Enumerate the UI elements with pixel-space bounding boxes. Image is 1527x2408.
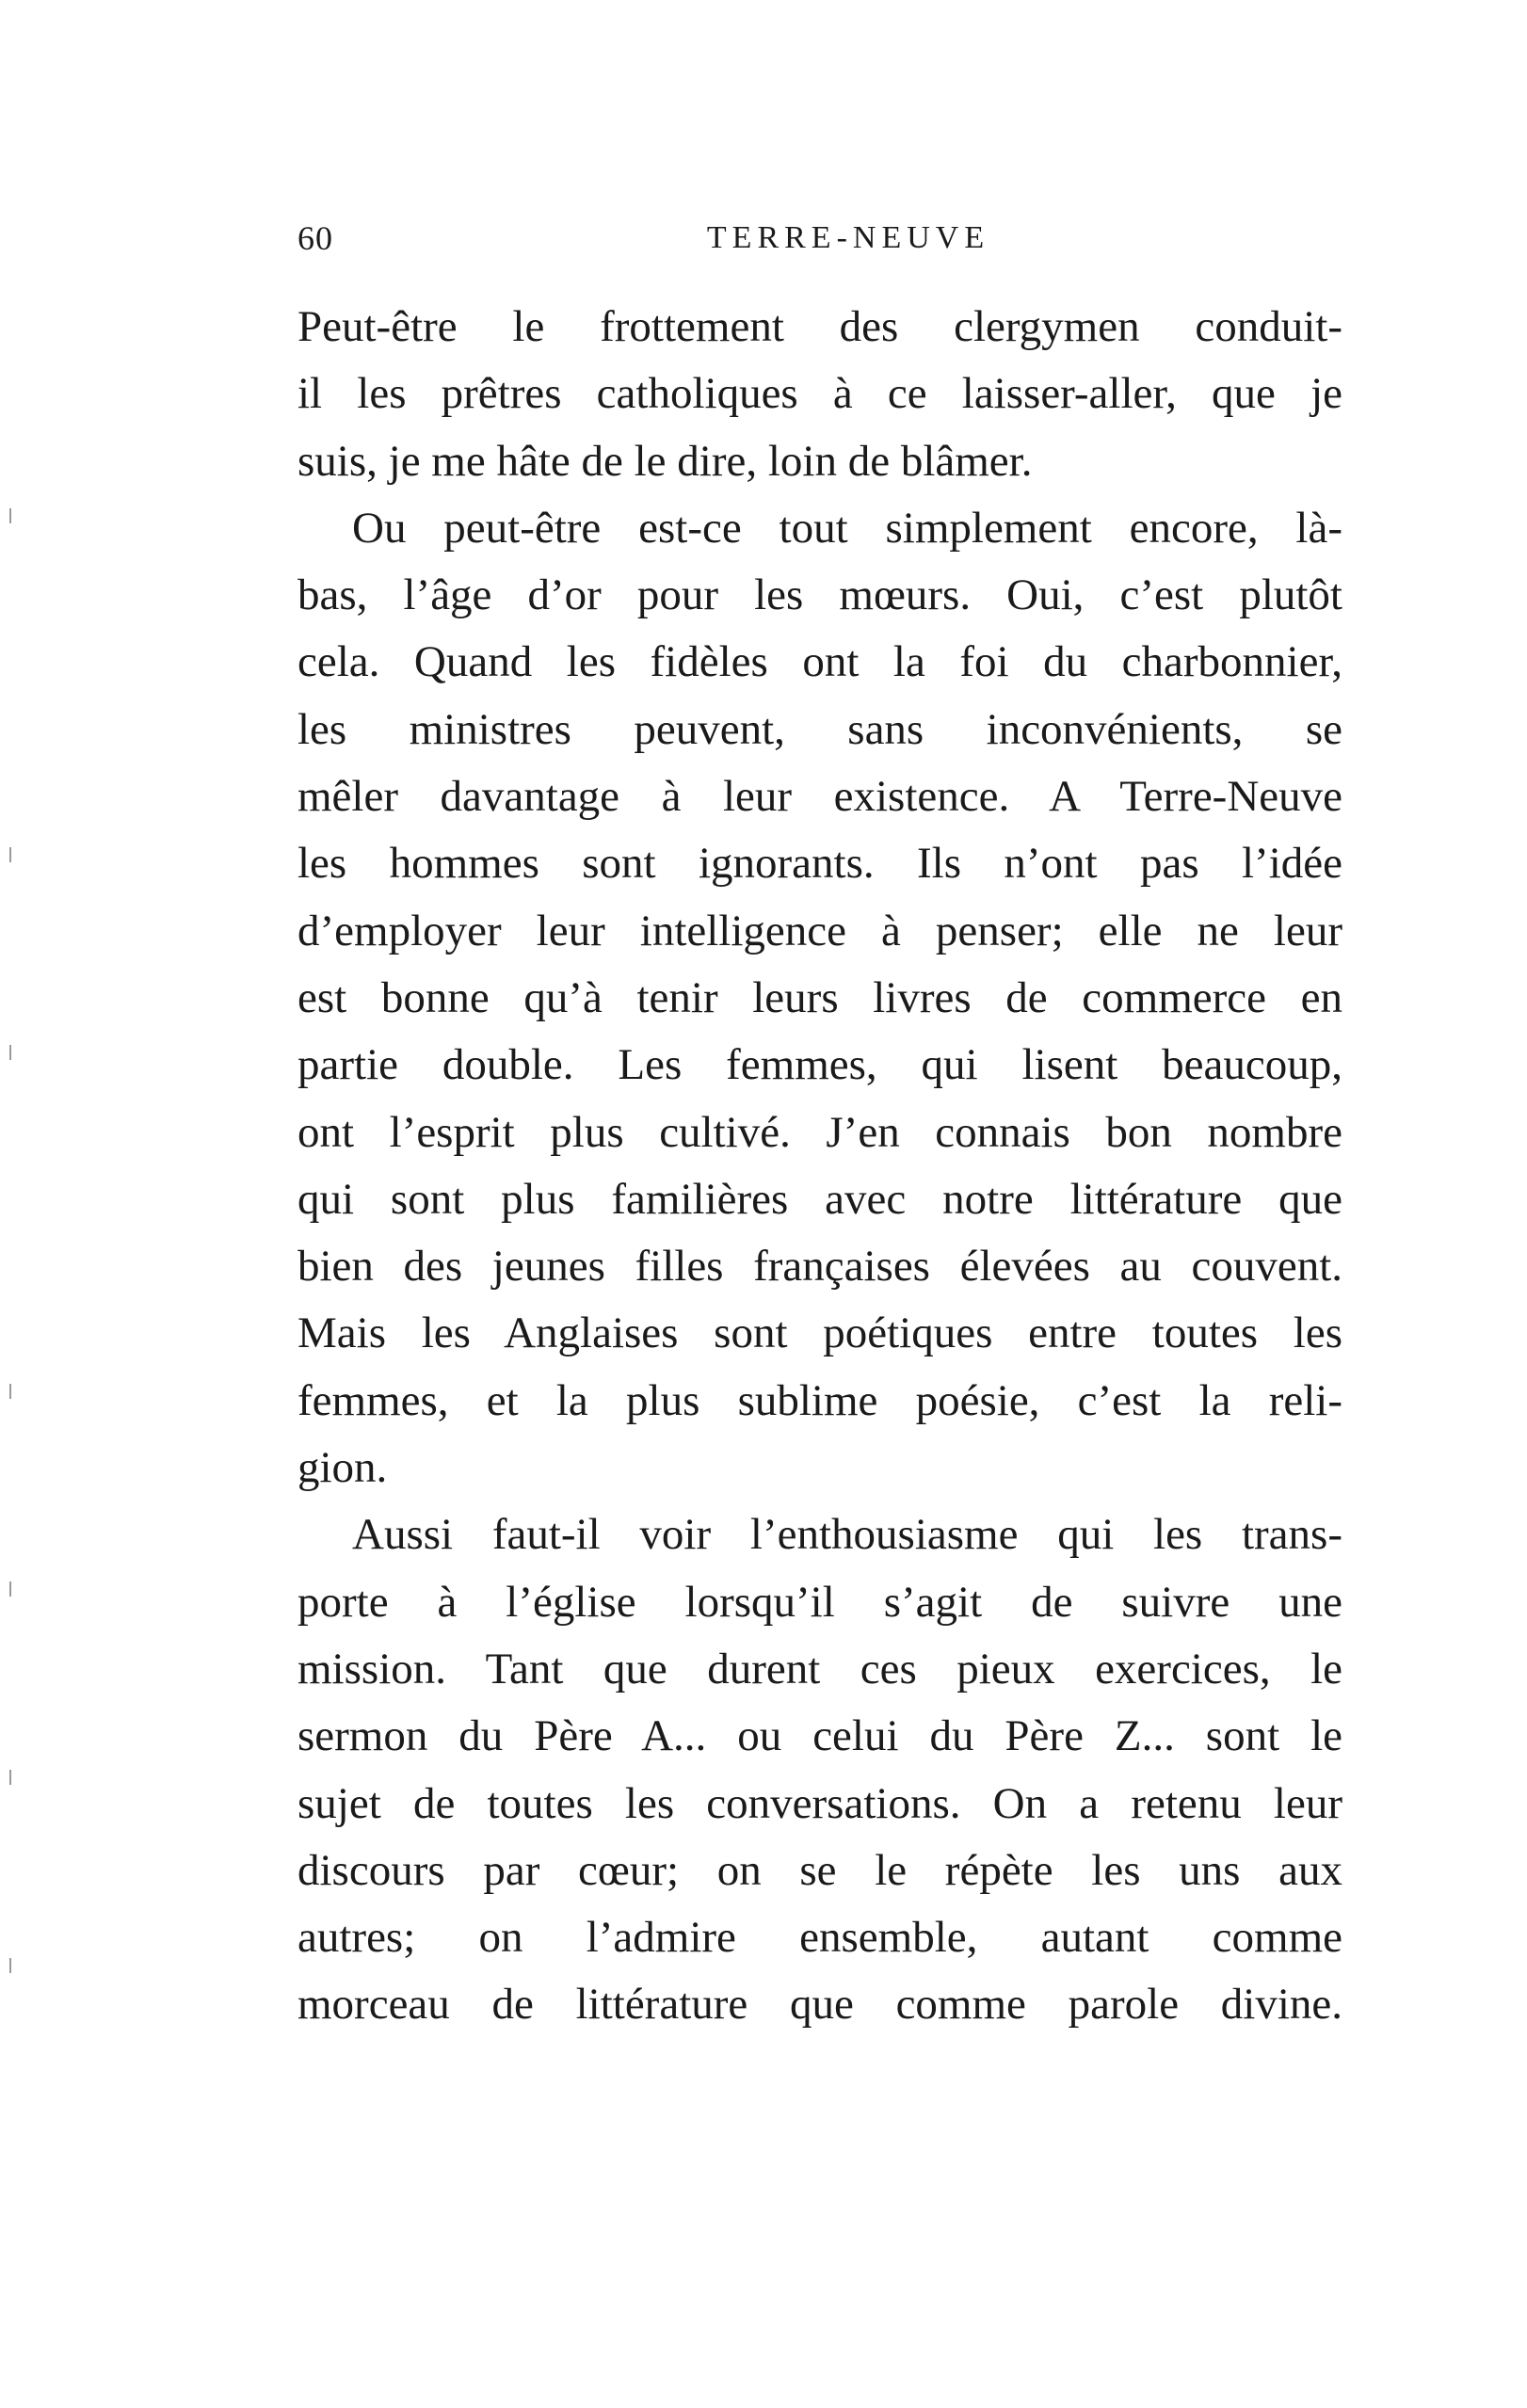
text-line: Peut-être le frottement des clergymen conduit- [297, 302, 1342, 351]
text-line: bien des jeunes filles françaises élevées au couvent. [297, 1242, 1342, 1292]
page-header [297, 215, 1342, 262]
text-line: autres; on l’admire ensemble, autant comme [297, 1913, 1342, 1963]
scan-artifact [9, 1770, 11, 1785]
text-line: les ministres peuvent, sans inconvénients, se [297, 704, 1342, 754]
scan-artifact [9, 1384, 11, 1399]
body-text [297, 294, 1342, 2039]
text-line: femmes, et la plus sublime poésie, c’est la reli- [297, 1375, 1342, 1425]
scan-artifact [9, 847, 11, 862]
text-line: discours par cœur; on se le répète les uns aux [297, 1845, 1342, 1895]
scan-gutter-marks [9, 508, 15, 2015]
text-line: suis, je me hâte de le dire, loin de blâmer. [297, 436, 1033, 486]
page-number: 60 [297, 219, 333, 257]
text-line: les hommes sont ignorants. Ils n’ont pas l’idée [297, 839, 1342, 889]
text-line: sermon du Père A... ou celui du Père Z... sont le [297, 1711, 1342, 1761]
scan-artifact [9, 1958, 11, 1973]
text-line: qui sont plus familières avec notre littérature que [297, 1174, 1342, 1224]
text-line: bas, l’âge d’or pour les mœurs. Oui, c’est plutôt [297, 570, 1342, 620]
scan-artifact [9, 1045, 11, 1060]
text-line: Ou peut-être est-ce tout simplement encore, là- [352, 503, 1342, 553]
text-line: sujet de toutes les conversations. On a retenu leur [297, 1778, 1342, 1828]
text-line: il les prêtres catholiques à ce laisser-aller, que je [297, 369, 1342, 419]
text-line: est bonne qu’à tenir leurs livres de commerce en [297, 972, 1342, 1022]
text-line: Aussi faut-il voir l’enthousiasme qui les trans- [352, 1510, 1342, 1560]
text-line: partie double. Les femmes, qui lisent beaucoup, [297, 1040, 1342, 1090]
text-line: porte à l’église lorsqu’il s’agit de suivre une [297, 1577, 1342, 1627]
text-line: d’employer leur intelligence à penser; elle ne leur [297, 906, 1342, 955]
scan-artifact [9, 1581, 11, 1597]
scan-artifact [9, 508, 11, 523]
text-line: mêler davantage à leur existence. A Terre-Neuve [297, 772, 1342, 822]
text-line: gion. [297, 1443, 388, 1493]
running-title: TERRE-NEUVE [706, 220, 990, 255]
text-line: Mais les Anglaises sont poétiques entre toutes les [297, 1308, 1342, 1358]
text-line: ont l’esprit plus cultivé. J’en connais bon nombre [297, 1107, 1342, 1157]
text-line: cela. Quand les fidèles ont la foi du charbonnier, [297, 637, 1342, 687]
text-line: mission. Tant que durent ces pieux exercices, le [297, 1644, 1342, 1694]
text-line: morceau de littérature que comme parole divine. [297, 1980, 1342, 2030]
